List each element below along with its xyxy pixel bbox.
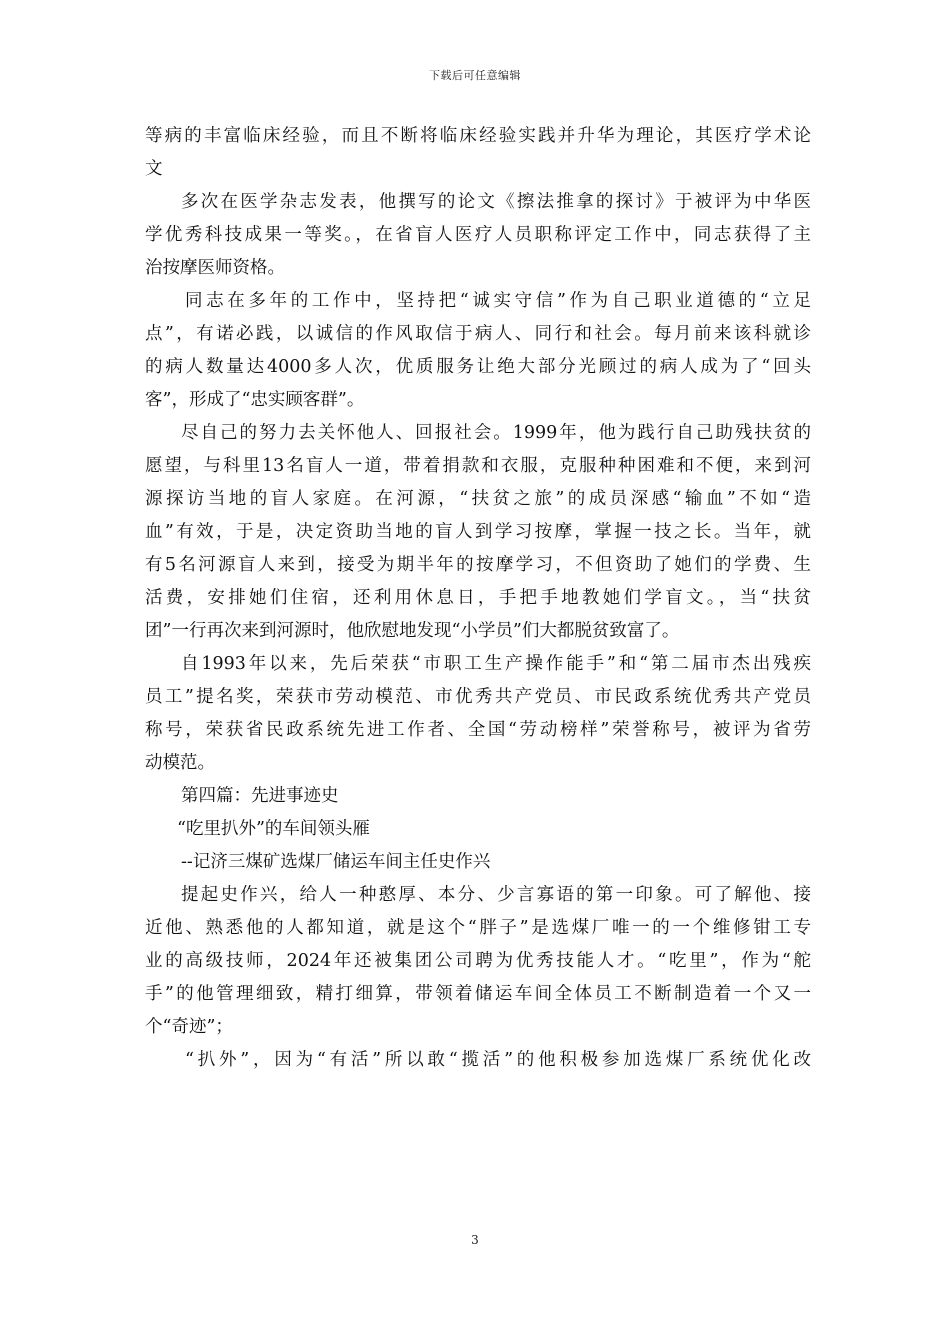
text-line: 近他、熟悉他的人都知道，就是这个“胖子”是选煤厂唯一的一个维修钳工专 — [145, 918, 811, 938]
text-line: 个“奇迹”； — [145, 1017, 233, 1037]
text-line: 愿望，与科里13名盲人一道，带着捐款和衣服，克服种种困难和不便，来到河 — [145, 456, 811, 476]
text-line: 业的高级技师，2024年还被集团公司聘为优秀技能人才。“吃里”，作为“舵 — [145, 951, 811, 971]
text-line: 第四篇：先进事迹史 — [181, 786, 339, 806]
text-line: 有5名河源盲人来到，接受为期半年的按摩学习，不但资助了她们的学费、生 — [145, 555, 811, 575]
text-line: 手”的他管理细致，精打细算，带领着储运车间全体员工不断制造着一个又一 — [145, 984, 811, 1004]
text-line: 动模范。 — [145, 753, 215, 773]
text-line: 文 — [145, 159, 163, 179]
text-line: “扒外”，因为“有活”所以敢“揽活”的他积极参加选煤厂系统优化改 — [185, 1050, 811, 1070]
text-line: 客”，形成了“忠实顾客群”。 — [145, 390, 365, 410]
text-line: 称号，荣获省民政系统先进工作者、全国“劳动榜样”荣誉称号，被评为省劳 — [145, 720, 811, 740]
page-number: 3 — [471, 1233, 479, 1247]
text-line: 自1993年以来，先后荣获“市职工生产操作能手”和“第二届市杰出残疾 — [181, 654, 811, 674]
page-header: 下载后可任意编辑 — [429, 69, 521, 82]
text-line: 员工”提名奖，荣获市劳动模范、市优秀共产党员、市民政系统优秀共产党员 — [145, 687, 811, 707]
text-line: 的病人数量达4000多人次，优质服务让绝大部分光顾过的病人成为了“回头 — [145, 357, 811, 377]
text-line: 提起史作兴，给人一种憨厚、本分、少言寡语的第一印象。可了解他、接 — [181, 885, 811, 905]
text-line: 治按摩医师资格。 — [145, 258, 285, 278]
text-line: 等病的丰富临床经验，而且不断将临床经验实践并升华为理论，其医疗学术论 — [145, 126, 811, 146]
text-line: 源探访当地的盲人家庭。在河源，“扶贫之旅”的成员深感“输血”不如“造 — [145, 489, 811, 509]
text-line: “吃里扒外”的车间领头雁 — [177, 819, 370, 839]
document-body — [145, 120, 811, 1077]
text-line: 团”一行再次来到河源时，他欣慰地发现“小学员”们大都脱贫致富了。 — [145, 621, 680, 641]
text-line: 尽自己的努力去关怀他人、回报社会。1999年，他为践行自己助残扶贫的 — [181, 423, 811, 443]
text-line: 点”，有诺必践，以诚信的作风取信于病人、同行和社会。每月前来该科就诊 — [145, 324, 811, 344]
text-line: 血”有效，于是，决定资助当地的盲人到学习按摩，掌握一技之长。当年，就 — [145, 522, 811, 542]
text-line: 活费，安排她们住宿，还利用休息日，手把手地教她们学盲文。，当“扶贫 — [145, 588, 811, 608]
text-line: --记济三煤矿选煤厂储运车间主任史作兴 — [181, 852, 491, 872]
text-line: 学优秀科技成果一等奖。，在省盲人医疗人员职称评定工作中，同志获得了主 — [145, 225, 811, 245]
text-line: 同志在多年的工作中，坚持把“诚实守信”作为自己职业道德的“立足 — [185, 291, 811, 311]
text-line: 多次在医学杂志发表，他撰写的论文《擦法推拿的探讨》于被评为中华医 — [181, 192, 811, 212]
